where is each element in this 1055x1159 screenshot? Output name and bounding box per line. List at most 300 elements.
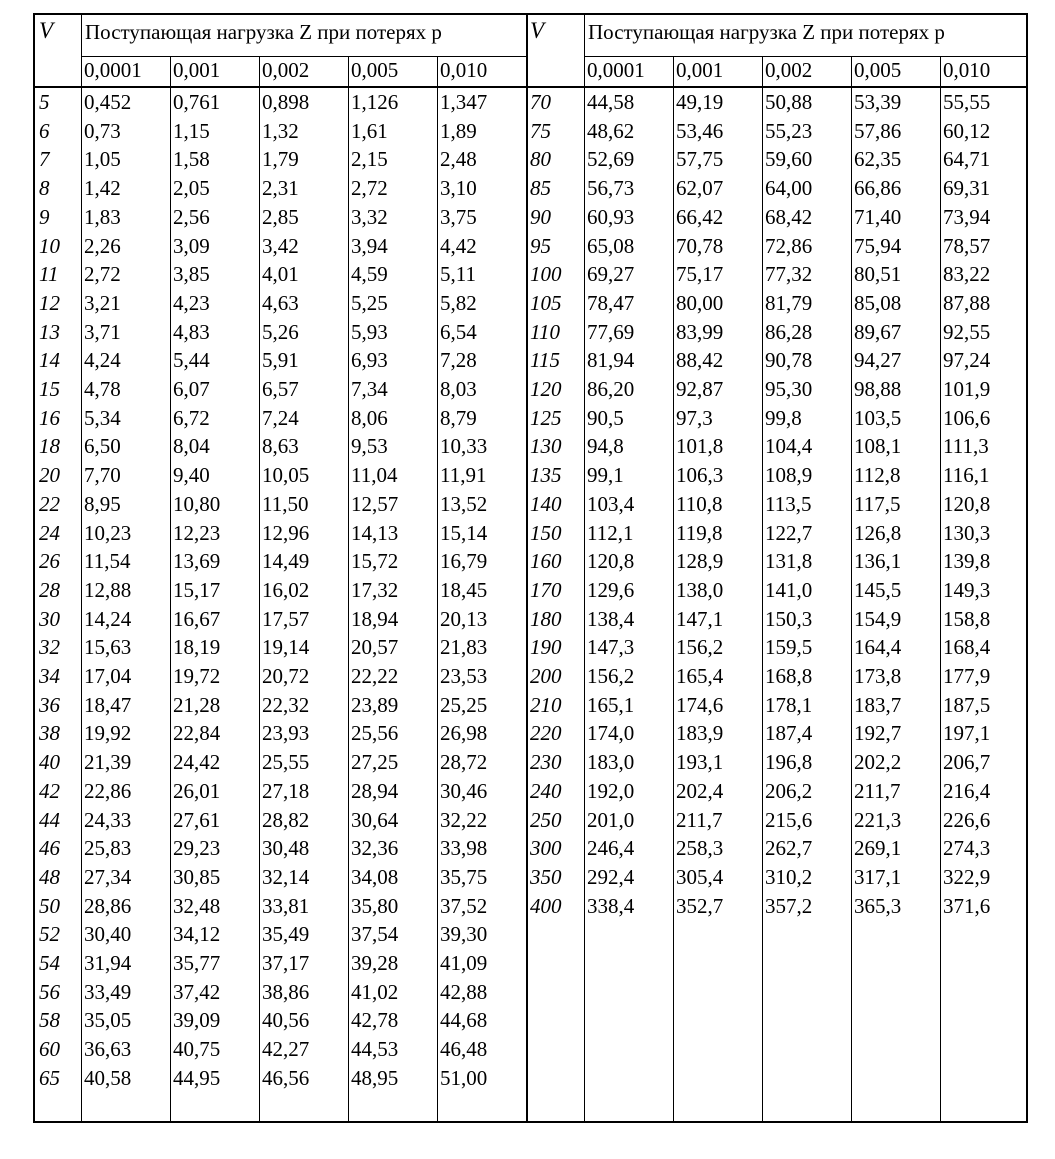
load-value: 0,73 (84, 118, 121, 143)
load-value: 3,71 (84, 319, 121, 344)
load-value: 10,23 (84, 520, 132, 545)
load-value: 35,05 (84, 1008, 132, 1033)
load-value: 92,87 (676, 377, 724, 401)
column-divider (81, 15, 82, 1121)
load-value: 39,28 (351, 951, 399, 975)
load-value: 30,85 (173, 864, 221, 889)
load-value: 8,03 (440, 377, 477, 401)
load-value: 2,72 (84, 262, 121, 287)
column-divider (526, 15, 528, 1121)
load-value: 215,6 (765, 807, 813, 832)
load-value: 158,8 (943, 606, 991, 631)
load-value: 34,08 (351, 864, 399, 889)
load-value: 211,7 (676, 807, 723, 832)
v-value: 30 (39, 606, 60, 631)
load-value: 3,85 (173, 262, 210, 287)
load-value: 24,33 (84, 807, 132, 832)
load-value: 5,34 (84, 405, 121, 430)
load-value: 5,91 (262, 348, 299, 373)
load-value: 72,86 (765, 233, 813, 258)
load-value: 40,75 (173, 1037, 221, 1062)
load-value: 11,54 (84, 549, 131, 574)
load-value: 20,72 (262, 664, 310, 688)
load-value: 35,75 (440, 864, 488, 889)
load-value: 34,12 (173, 922, 221, 947)
load-value: 274,3 (943, 836, 991, 861)
v-value: 125 (530, 405, 562, 430)
load-value: 0,761 (173, 90, 221, 114)
load-value: 44,53 (351, 1037, 399, 1062)
v-value: 350 (530, 864, 562, 889)
load-value: 159,5 (765, 635, 813, 660)
load-value: 246,4 (587, 836, 635, 861)
load-value: 168,8 (765, 664, 813, 688)
load-value: 59,60 (765, 147, 813, 172)
load-value: 62,07 (676, 176, 724, 201)
load-value: 3,32 (351, 204, 388, 229)
load-value: 6,07 (173, 377, 210, 401)
load-value: 120,8 (587, 549, 635, 574)
load-value: 6,93 (351, 348, 388, 373)
load-value: 113,5 (765, 491, 812, 516)
load-value: 39,09 (173, 1008, 221, 1033)
load-value: 44,58 (587, 90, 635, 114)
load-value: 8,04 (173, 434, 210, 459)
load-value: 26,98 (440, 721, 488, 746)
load-value: 2,31 (262, 176, 299, 201)
column-divider (348, 56, 349, 1121)
load-value: 30,64 (351, 807, 399, 832)
load-value: 183,9 (676, 721, 724, 746)
load-value: 7,70 (84, 463, 121, 488)
v-value: 230 (530, 750, 562, 775)
load-value: 26,01 (173, 778, 221, 803)
load-value: 164,4 (854, 635, 902, 660)
v-value: 140 (530, 491, 562, 516)
load-value: 202,4 (676, 778, 724, 803)
load-value: 111,3 (943, 434, 989, 459)
load-value: 106,3 (676, 463, 724, 488)
v-value: 130 (530, 434, 562, 459)
load-value: 77,69 (587, 319, 635, 344)
load-value: 60,12 (943, 118, 991, 143)
load-value: 52,69 (587, 147, 635, 172)
load-value: 13,52 (440, 491, 488, 516)
load-value: 25,56 (351, 721, 399, 746)
load-value: 371,6 (943, 893, 991, 918)
column-divider (259, 56, 260, 1121)
load-value: 30,48 (262, 836, 310, 861)
load-value: 40,58 (84, 1065, 132, 1090)
v-value: 32 (39, 635, 60, 660)
load-value: 150,3 (765, 606, 813, 631)
load-value: 357,2 (765, 893, 813, 918)
load-value: 17,32 (351, 577, 399, 602)
v-value: 15 (39, 377, 60, 401)
load-value: 177,9 (943, 664, 991, 688)
load-value: 11,04 (351, 463, 398, 488)
v-value: 240 (530, 778, 562, 803)
load-value: 3,75 (440, 204, 477, 229)
v-value: 5 (39, 90, 50, 114)
load-value: 22,22 (351, 664, 399, 688)
v-column-header: V (530, 18, 545, 43)
load-value: 14,49 (262, 549, 310, 574)
load-value: 365,3 (854, 893, 902, 918)
load-value: 15,14 (440, 520, 488, 545)
load-value: 27,34 (84, 864, 132, 889)
load-value: 23,89 (351, 692, 399, 717)
load-value: 317,1 (854, 864, 902, 889)
v-value: 220 (530, 721, 562, 746)
load-value: 88,42 (676, 348, 724, 373)
load-value: 2,48 (440, 147, 477, 172)
load-value: 192,0 (587, 778, 635, 803)
p-value-header: 0,0001 (84, 58, 142, 82)
column-divider (673, 56, 674, 1121)
load-value: 101,8 (676, 434, 724, 459)
load-value: 19,72 (173, 664, 221, 688)
load-value: 1,126 (351, 90, 399, 114)
load-value: 18,45 (440, 577, 488, 602)
load-value: 33,49 (84, 979, 132, 1004)
load-value: 10,33 (440, 434, 488, 459)
v-value: 150 (530, 520, 562, 545)
load-value: 37,42 (173, 979, 221, 1004)
load-value: 1,79 (262, 147, 299, 172)
load-value: 15,17 (173, 577, 221, 602)
load-value: 15,72 (351, 549, 399, 574)
load-value: 2,72 (351, 176, 388, 201)
load-value: 78,57 (943, 233, 991, 258)
load-value: 75,17 (676, 262, 724, 287)
load-value: 51,00 (440, 1065, 488, 1090)
load-value: 106,6 (943, 405, 991, 430)
load-value: 6,72 (173, 405, 210, 430)
load-value: 27,25 (351, 750, 399, 775)
load-value: 168,4 (943, 635, 991, 660)
load-value: 23,93 (262, 721, 310, 746)
load-value: 156,2 (587, 664, 635, 688)
load-value: 36,63 (84, 1037, 132, 1062)
load-value: 28,82 (262, 807, 310, 832)
load-value: 30,40 (84, 922, 132, 947)
v-value: 46 (39, 836, 60, 861)
load-value: 80,00 (676, 290, 724, 315)
load-value: 99,1 (587, 463, 624, 488)
load-value: 221,3 (854, 807, 902, 832)
load-value: 57,86 (854, 118, 902, 143)
load-value: 5,11 (440, 262, 476, 287)
load-value: 7,24 (262, 405, 299, 430)
load-value: 16,67 (173, 606, 221, 631)
load-value: 292,4 (587, 864, 635, 889)
load-value: 18,47 (84, 692, 132, 717)
v-value: 54 (39, 951, 60, 975)
load-value: 206,2 (765, 778, 813, 803)
load-value: 183,0 (587, 750, 635, 775)
v-value: 48 (39, 864, 60, 889)
load-value: 65,08 (587, 233, 635, 258)
v-value: 38 (39, 721, 60, 746)
load-value: 3,21 (84, 290, 121, 315)
load-value: 18,94 (351, 606, 399, 631)
v-value: 210 (530, 692, 562, 717)
load-value: 19,92 (84, 721, 132, 746)
load-value: 5,26 (262, 319, 299, 344)
load-value: 35,49 (262, 922, 310, 947)
load-value: 310,2 (765, 864, 813, 889)
load-value: 117,5 (854, 491, 901, 516)
load-value: 95,30 (765, 377, 813, 401)
load-value: 3,09 (173, 233, 210, 258)
erlang-table (33, 13, 1028, 1123)
load-value: 187,4 (765, 721, 813, 746)
load-value: 24,42 (173, 750, 221, 775)
load-value: 7,28 (440, 348, 477, 373)
v-value: 36 (39, 692, 60, 717)
v-value: 115 (530, 348, 560, 373)
load-value: 20,57 (351, 635, 399, 660)
load-value: 5,44 (173, 348, 210, 373)
load-value: 10,05 (262, 463, 310, 488)
load-value: 139,8 (943, 549, 991, 574)
load-value: 27,18 (262, 778, 310, 803)
load-value: 31,94 (84, 951, 132, 975)
load-value: 22,86 (84, 778, 132, 803)
load-value: 20,13 (440, 606, 488, 631)
v-value: 65 (39, 1065, 60, 1090)
load-value: 196,8 (765, 750, 813, 775)
load-value: 56,73 (587, 176, 635, 201)
load-value: 202,2 (854, 750, 902, 775)
v-value: 7 (39, 147, 50, 172)
v-value: 42 (39, 778, 60, 803)
load-value: 64,00 (765, 176, 813, 201)
load-value: 97,24 (943, 348, 991, 373)
load-value: 14,13 (351, 520, 399, 545)
load-value: 73,94 (943, 204, 991, 229)
load-value: 154,9 (854, 606, 902, 631)
load-value: 1,61 (351, 118, 388, 143)
load-value: 183,7 (854, 692, 902, 717)
load-value: 147,3 (587, 635, 635, 660)
load-value: 46,48 (440, 1037, 488, 1062)
load-value: 99,8 (765, 405, 802, 430)
load-value: 53,39 (854, 90, 902, 114)
load-value: 81,79 (765, 290, 813, 315)
load-value: 10,80 (173, 491, 221, 516)
load-value: 226,6 (943, 807, 991, 832)
load-value: 17,04 (84, 664, 132, 688)
v-value: 12 (39, 290, 60, 315)
v-value: 400 (530, 893, 562, 918)
load-value: 85,08 (854, 290, 902, 315)
load-value: 33,81 (262, 893, 310, 918)
v-value: 26 (39, 549, 60, 574)
v-value: 80 (530, 147, 551, 172)
v-value: 40 (39, 750, 60, 775)
load-value: 3,94 (351, 233, 388, 258)
load-value: 149,3 (943, 577, 991, 602)
load-value: 94,8 (587, 434, 624, 459)
load-value: 1,58 (173, 147, 210, 172)
load-value: 12,57 (351, 491, 399, 516)
load-value: 55,23 (765, 118, 813, 143)
column-divider (170, 56, 171, 1121)
v-value: 10 (39, 233, 60, 258)
load-value: 42,78 (351, 1008, 399, 1033)
load-value: 112,8 (854, 463, 901, 488)
load-value: 46,56 (262, 1065, 310, 1090)
load-value: 11,91 (440, 463, 487, 488)
load-value: 17,57 (262, 606, 310, 631)
load-value: 22,84 (173, 721, 221, 746)
load-header-title: Поступающая нагрузка Z при потерях p (588, 20, 945, 44)
load-value: 81,94 (587, 348, 635, 373)
load-value: 8,63 (262, 434, 299, 459)
load-value: 28,72 (440, 750, 488, 775)
load-value: 86,20 (587, 377, 635, 401)
load-value: 9,40 (173, 463, 210, 488)
v-value: 11 (39, 262, 59, 287)
load-value: 41,02 (351, 979, 399, 1004)
load-value: 33,98 (440, 836, 488, 861)
load-value: 305,4 (676, 864, 724, 889)
v-value: 180 (530, 606, 562, 631)
load-value: 4,42 (440, 233, 477, 258)
load-value: 48,95 (351, 1065, 399, 1090)
load-value: 108,1 (854, 434, 902, 459)
load-value: 21,83 (440, 635, 488, 660)
load-value: 30,46 (440, 778, 488, 803)
load-value: 53,46 (676, 118, 724, 143)
load-value: 1,89 (440, 118, 477, 143)
load-value: 1,42 (84, 176, 121, 201)
load-value: 15,63 (84, 635, 132, 660)
load-value: 165,4 (676, 664, 724, 688)
load-value: 122,7 (765, 520, 813, 545)
load-value: 7,34 (351, 377, 388, 401)
load-value: 178,1 (765, 692, 813, 717)
load-value: 141,0 (765, 577, 813, 602)
load-value: 5,82 (440, 290, 477, 315)
load-value: 1,83 (84, 204, 121, 229)
load-value: 18,19 (173, 635, 221, 660)
load-value: 39,30 (440, 922, 488, 947)
load-value: 174,0 (587, 721, 635, 746)
load-value: 41,09 (440, 951, 488, 975)
load-value: 70,78 (676, 233, 724, 258)
v-value: 160 (530, 549, 562, 574)
p-value-header: 0,010 (943, 58, 991, 82)
column-divider (851, 56, 852, 1121)
v-value: 50 (39, 893, 60, 918)
load-value: 126,8 (854, 520, 902, 545)
column-divider (940, 56, 941, 1121)
load-value: 21,28 (173, 692, 221, 717)
column-divider (584, 15, 585, 1121)
load-value: 156,2 (676, 635, 724, 660)
v-value: 13 (39, 319, 60, 344)
load-value: 6,50 (84, 434, 121, 459)
load-value: 69,27 (587, 262, 635, 287)
load-value: 104,4 (765, 434, 813, 459)
load-value: 77,32 (765, 262, 813, 287)
load-value: 4,63 (262, 290, 299, 315)
v-value: 90 (530, 204, 551, 229)
load-value: 216,4 (943, 778, 991, 803)
load-value: 40,56 (262, 1008, 310, 1033)
load-value: 12,96 (262, 520, 310, 545)
load-value: 2,56 (173, 204, 210, 229)
v-value: 75 (530, 118, 551, 143)
v-value: 44 (39, 807, 60, 832)
load-value: 5,93 (351, 319, 388, 344)
load-value: 22,32 (262, 692, 310, 717)
load-value: 83,22 (943, 262, 991, 287)
load-value: 8,95 (84, 491, 121, 516)
load-value: 192,7 (854, 721, 902, 746)
v-value: 100 (530, 262, 562, 287)
load-value: 4,59 (351, 262, 388, 287)
load-value: 55,55 (943, 90, 991, 114)
load-value: 28,86 (84, 893, 132, 918)
load-value: 86,28 (765, 319, 813, 344)
load-value: 44,68 (440, 1008, 488, 1033)
load-value: 37,17 (262, 951, 310, 975)
v-value: 28 (39, 577, 60, 602)
load-value: 48,62 (587, 118, 635, 143)
v-value: 16 (39, 405, 60, 430)
load-value: 38,86 (262, 979, 310, 1004)
load-value: 9,53 (351, 434, 388, 459)
load-value: 4,24 (84, 348, 121, 373)
load-value: 108,9 (765, 463, 813, 488)
load-value: 23,53 (440, 664, 488, 688)
load-value: 138,0 (676, 577, 724, 602)
load-value: 97,3 (676, 405, 713, 430)
load-value: 89,67 (854, 319, 902, 344)
load-value: 322,9 (943, 864, 991, 889)
load-value: 129,6 (587, 577, 635, 602)
load-value: 4,83 (173, 319, 210, 344)
load-value: 269,1 (854, 836, 902, 861)
v-value: 250 (530, 807, 562, 832)
load-value: 4,23 (173, 290, 210, 315)
load-value: 92,55 (943, 319, 991, 344)
load-value: 66,86 (854, 176, 902, 201)
load-value: 16,02 (262, 577, 310, 602)
load-value: 8,06 (351, 405, 388, 430)
load-value: 69,31 (943, 176, 991, 201)
load-value: 32,36 (351, 836, 399, 861)
load-value: 206,7 (943, 750, 991, 775)
load-value: 6,57 (262, 377, 299, 401)
v-value: 105 (530, 290, 562, 315)
p-value-header: 0,002 (765, 58, 813, 82)
load-value: 87,88 (943, 290, 991, 315)
v-value: 56 (39, 979, 60, 1004)
load-value: 25,55 (262, 750, 310, 775)
load-value: 1,15 (173, 118, 210, 143)
load-value: 1,32 (262, 118, 299, 143)
v-value: 190 (530, 635, 562, 660)
load-value: 44,95 (173, 1065, 221, 1090)
v-value: 34 (39, 664, 60, 688)
load-value: 4,01 (262, 262, 299, 287)
v-value: 70 (530, 90, 551, 114)
